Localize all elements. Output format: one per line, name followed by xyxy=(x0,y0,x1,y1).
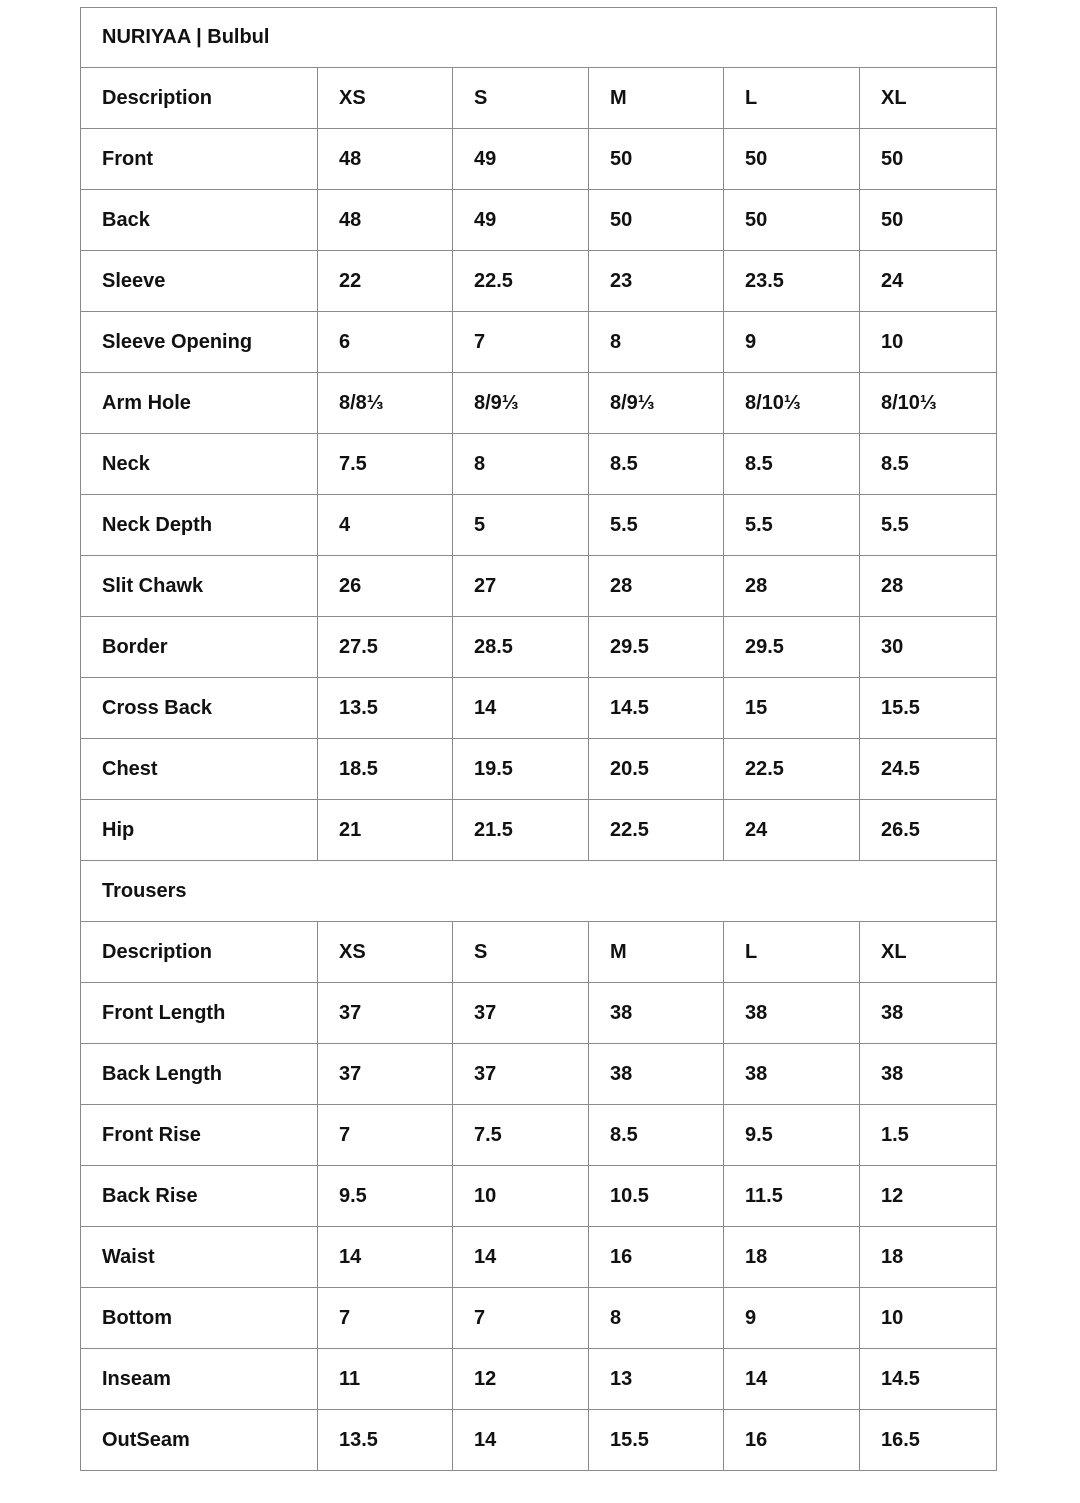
row-label: Sleeve Opening xyxy=(81,312,318,373)
size-value-cell: 27.5 xyxy=(318,617,453,678)
size-value-cell: 8 xyxy=(589,312,724,373)
size-value-cell: 37 xyxy=(453,1044,589,1105)
table-row xyxy=(81,800,997,861)
size-value-cell: 23.5 xyxy=(724,251,860,312)
table-row xyxy=(81,556,997,617)
size-value-cell: 14 xyxy=(453,678,589,739)
table-row xyxy=(81,739,997,800)
table-row xyxy=(81,373,997,434)
table-row xyxy=(81,1227,997,1288)
size-value-cell: 30 xyxy=(860,617,997,678)
size-value-cell: 8/9⅓ xyxy=(589,373,724,434)
size-value-cell: 50 xyxy=(860,190,997,251)
size-value-cell: 11.5 xyxy=(724,1166,860,1227)
row-label: Back Rise xyxy=(81,1166,318,1227)
row-label: Back xyxy=(81,190,318,251)
table-row xyxy=(81,1410,997,1471)
size-value-cell: 6 xyxy=(318,312,453,373)
size-value-cell: 5.5 xyxy=(860,495,997,556)
size-chart-table xyxy=(80,7,997,1471)
size-value-cell: 22.5 xyxy=(453,251,589,312)
size-value-cell: 50 xyxy=(724,129,860,190)
size-chart-body xyxy=(81,8,997,1471)
size-value-cell: 7 xyxy=(453,1288,589,1349)
size-value-cell: 8.5 xyxy=(860,434,997,495)
row-label: OutSeam xyxy=(81,1410,318,1471)
size-value-cell: 38 xyxy=(860,1044,997,1105)
size-value-cell: 10 xyxy=(860,1288,997,1349)
size-value-cell: 37 xyxy=(453,983,589,1044)
size-value-cell: L xyxy=(724,922,860,983)
table-row xyxy=(81,129,997,190)
size-value-cell: 16 xyxy=(724,1410,860,1471)
header-cell: XL xyxy=(860,68,997,129)
size-value-cell: 48 xyxy=(318,190,453,251)
size-value-cell: 19.5 xyxy=(453,739,589,800)
table-row xyxy=(81,1349,997,1410)
size-value-cell: 5 xyxy=(453,495,589,556)
size-value-cell: 38 xyxy=(860,983,997,1044)
size-value-cell: 7.5 xyxy=(453,1105,589,1166)
size-value-cell: 29.5 xyxy=(724,617,860,678)
size-value-cell: 29.5 xyxy=(589,617,724,678)
size-value-cell: 8/10⅓ xyxy=(860,373,997,434)
row-label: Waist xyxy=(81,1227,318,1288)
section-label-trousers: Trousers xyxy=(81,861,997,922)
row-label: Hip xyxy=(81,800,318,861)
size-value-cell: 5.5 xyxy=(724,495,860,556)
size-value-cell: 18 xyxy=(860,1227,997,1288)
size-value-cell: 7 xyxy=(318,1105,453,1166)
size-value-cell: M xyxy=(589,922,724,983)
row-label: Front xyxy=(81,129,318,190)
table-row xyxy=(81,312,997,373)
row-label: Border xyxy=(81,617,318,678)
size-value-cell: 8.5 xyxy=(589,434,724,495)
size-value-cell: S xyxy=(453,922,589,983)
size-value-cell: 49 xyxy=(453,190,589,251)
header-cell: L xyxy=(724,68,860,129)
size-value-cell: 9.5 xyxy=(724,1105,860,1166)
size-value-cell: 38 xyxy=(589,1044,724,1105)
size-value-cell: 15 xyxy=(724,678,860,739)
row-label: Neck Depth xyxy=(81,495,318,556)
size-value-cell: 14 xyxy=(724,1349,860,1410)
header-cell: Description xyxy=(81,68,318,129)
size-value-cell: 50 xyxy=(724,190,860,251)
size-value-cell: 7 xyxy=(318,1288,453,1349)
size-value-cell: 13 xyxy=(589,1349,724,1410)
size-value-cell: 15.5 xyxy=(589,1410,724,1471)
size-value-cell: 28 xyxy=(589,556,724,617)
header-cell: XS xyxy=(318,68,453,129)
size-value-cell: 27 xyxy=(453,556,589,617)
size-value-cell: 14 xyxy=(453,1410,589,1471)
table-row xyxy=(81,434,997,495)
row-label: Neck xyxy=(81,434,318,495)
size-value-cell: 7.5 xyxy=(318,434,453,495)
row-label: Front Rise xyxy=(81,1105,318,1166)
size-value-cell: 28 xyxy=(860,556,997,617)
size-value-cell: 14 xyxy=(453,1227,589,1288)
size-value-cell: 50 xyxy=(589,190,724,251)
size-value-cell: 8.5 xyxy=(724,434,860,495)
size-value-cell: 18 xyxy=(724,1227,860,1288)
row-label: Cross Back xyxy=(81,678,318,739)
table-row xyxy=(81,190,997,251)
size-value-cell: 16.5 xyxy=(860,1410,997,1471)
header-cell: S xyxy=(453,68,589,129)
size-value-cell: 28 xyxy=(724,556,860,617)
size-value-cell: 13.5 xyxy=(318,678,453,739)
size-value-cell: 38 xyxy=(724,1044,860,1105)
size-value-cell: 22.5 xyxy=(589,800,724,861)
row-label: Chest xyxy=(81,739,318,800)
size-value-cell: 9 xyxy=(724,312,860,373)
size-value-cell: 16 xyxy=(589,1227,724,1288)
size-value-cell: 10.5 xyxy=(589,1166,724,1227)
size-value-cell: 20.5 xyxy=(589,739,724,800)
size-chart xyxy=(80,7,996,1471)
size-value-cell: XS xyxy=(318,922,453,983)
size-value-cell: 50 xyxy=(589,129,724,190)
size-value-cell: 14.5 xyxy=(589,678,724,739)
table-row xyxy=(81,1288,997,1349)
size-value-cell: 22.5 xyxy=(724,739,860,800)
size-value-cell: 13.5 xyxy=(318,1410,453,1471)
row-label: Slit Chawk xyxy=(81,556,318,617)
size-value-cell: 37 xyxy=(318,983,453,1044)
size-value-cell: 14.5 xyxy=(860,1349,997,1410)
size-value-cell: 10 xyxy=(860,312,997,373)
size-value-cell: 4 xyxy=(318,495,453,556)
row-label: Bottom xyxy=(81,1288,318,1349)
size-value-cell: 21 xyxy=(318,800,453,861)
table-row xyxy=(81,1044,997,1105)
table-row xyxy=(81,678,997,739)
header-row xyxy=(81,68,997,129)
size-value-cell: 24 xyxy=(860,251,997,312)
title-row xyxy=(81,8,997,68)
size-value-cell: 9 xyxy=(724,1288,860,1349)
row-label: Sleeve xyxy=(81,251,318,312)
size-value-cell: XL xyxy=(860,922,997,983)
header-row xyxy=(81,922,997,983)
table-row xyxy=(81,1166,997,1227)
size-value-cell: 12 xyxy=(860,1166,997,1227)
size-value-cell: 21.5 xyxy=(453,800,589,861)
table-row xyxy=(81,617,997,678)
size-value-cell: 8/8⅓ xyxy=(318,373,453,434)
size-value-cell: 15.5 xyxy=(860,678,997,739)
row-label: Back Length xyxy=(81,1044,318,1105)
size-value-cell: 26 xyxy=(318,556,453,617)
size-value-cell: 8/9⅓ xyxy=(453,373,589,434)
row-label: Inseam xyxy=(81,1349,318,1410)
table-row xyxy=(81,251,997,312)
header-cell: M xyxy=(589,68,724,129)
size-value-cell: 8 xyxy=(453,434,589,495)
size-value-cell: 10 xyxy=(453,1166,589,1227)
size-value-cell: 8 xyxy=(589,1288,724,1349)
table-row xyxy=(81,1105,997,1166)
size-value-cell: 37 xyxy=(318,1044,453,1105)
size-value-cell: 5.5 xyxy=(589,495,724,556)
size-value-cell: 24 xyxy=(724,800,860,861)
table-row xyxy=(81,495,997,556)
size-value-cell: 14 xyxy=(318,1227,453,1288)
size-value-cell: 8.5 xyxy=(589,1105,724,1166)
size-value-cell: 18.5 xyxy=(318,739,453,800)
row-label: Front Length xyxy=(81,983,318,1044)
size-value-cell: 28.5 xyxy=(453,617,589,678)
size-value-cell: 38 xyxy=(724,983,860,1044)
size-value-cell: 22 xyxy=(318,251,453,312)
row-label: Arm Hole xyxy=(81,373,318,434)
size-value-cell: 8/10⅓ xyxy=(724,373,860,434)
table-row xyxy=(81,983,997,1044)
size-value-cell: 23 xyxy=(589,251,724,312)
chart-title: NURIYAA | Bulbul xyxy=(81,8,997,68)
size-value-cell: 12 xyxy=(453,1349,589,1410)
size-value-cell: 49 xyxy=(453,129,589,190)
size-value-cell: 50 xyxy=(860,129,997,190)
row-label: Description xyxy=(81,922,318,983)
size-value-cell: 7 xyxy=(453,312,589,373)
size-value-cell: 38 xyxy=(589,983,724,1044)
size-value-cell: 11 xyxy=(318,1349,453,1410)
size-value-cell: 9.5 xyxy=(318,1166,453,1227)
size-value-cell: 24.5 xyxy=(860,739,997,800)
size-value-cell: 48 xyxy=(318,129,453,190)
size-value-cell: 1.5 xyxy=(860,1105,997,1166)
size-value-cell: 26.5 xyxy=(860,800,997,861)
section-row xyxy=(81,861,997,922)
